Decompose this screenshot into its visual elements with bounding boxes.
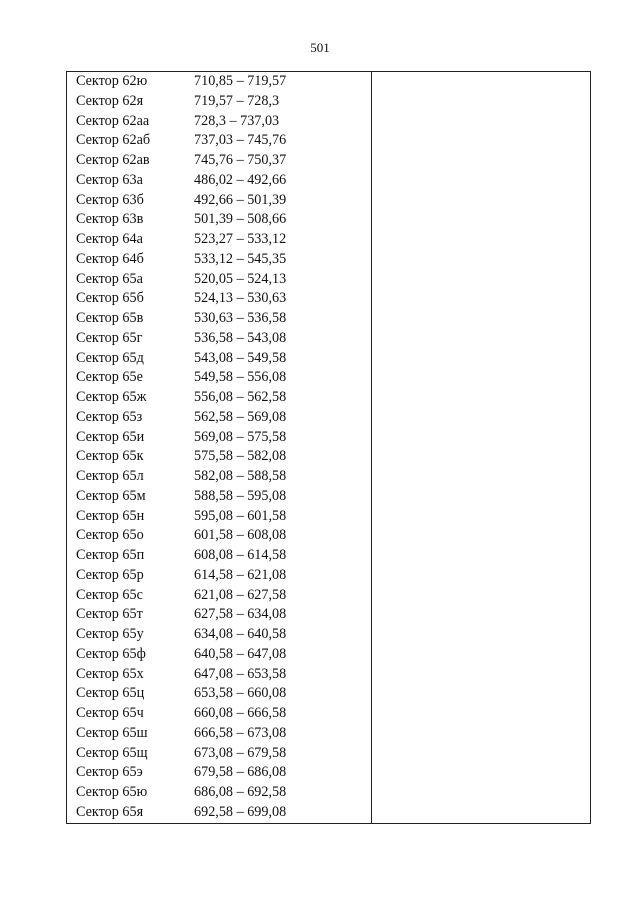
- sector-name: Сектор 65б: [76, 290, 144, 307]
- table-row: [67, 467, 591, 487]
- empty-cell: [372, 210, 591, 230]
- table-row: [67, 112, 591, 132]
- sector-name: Сектор 63а: [76, 171, 143, 188]
- sector-name: Сектор 65о: [76, 527, 144, 544]
- sector-range: 595,08 – 601,58: [194, 507, 287, 524]
- sector-cell: [67, 645, 372, 665]
- sector-cell: [67, 270, 372, 290]
- empty-cell: [372, 803, 591, 823]
- sector-cell: [67, 704, 372, 724]
- empty-cell: [372, 507, 591, 527]
- sector-cell: [67, 230, 372, 250]
- table-row: [67, 289, 591, 309]
- sector-cell: [67, 112, 372, 132]
- sector-cell: [67, 625, 372, 645]
- empty-cell: [372, 230, 591, 250]
- sector-cell: [67, 665, 372, 685]
- empty-cell: [372, 329, 591, 349]
- sector-name: Сектор 62я: [76, 92, 144, 109]
- table-row: [67, 151, 591, 171]
- empty-cell: [372, 487, 591, 507]
- sector-name: Сектор 65г: [76, 329, 143, 346]
- sector-range: 728,3 – 737,03: [194, 112, 280, 129]
- table-row: [67, 763, 591, 783]
- sector-range: 660,08 – 666,58: [194, 705, 287, 721]
- sector-range: 692,58 – 699,08: [194, 803, 287, 820]
- table-row: [67, 191, 591, 211]
- sector-name: Сектор 65д: [76, 349, 144, 366]
- table-row: [67, 447, 591, 467]
- sector-cell: [67, 744, 372, 764]
- empty-cell: [372, 704, 591, 724]
- sector-cell: [67, 566, 372, 586]
- sector-range: 486,02 – 492,66: [194, 171, 287, 188]
- sector-name: Сектор 65с: [76, 586, 143, 603]
- sector-range: 719,57 – 728,3: [194, 92, 280, 109]
- empty-cell: [372, 270, 591, 290]
- empty-cell: [372, 112, 591, 132]
- empty-cell: [372, 131, 591, 151]
- table-row: [67, 803, 591, 823]
- table-row: [67, 665, 591, 685]
- empty-cell: [372, 625, 591, 645]
- sector-cell: [67, 783, 372, 803]
- empty-cell: [372, 349, 591, 369]
- sector-cell: [67, 388, 372, 408]
- empty-cell: [372, 72, 591, 92]
- sector-range: 520,05 – 524,13: [194, 270, 287, 287]
- sector-name: Сектор 65ф: [76, 645, 146, 662]
- sector-range: 523,27 – 533,12: [194, 231, 287, 247]
- sector-range: 621,08 – 627,58: [194, 586, 287, 603]
- empty-cell: [372, 388, 591, 408]
- sector-range: 575,58 – 582,08: [194, 448, 287, 465]
- sector-range: 673,08 – 679,58: [194, 744, 287, 761]
- empty-cell: [372, 744, 591, 764]
- sector-cell: [67, 546, 372, 566]
- table-row: [67, 309, 591, 329]
- sector-name: Сектор 65н: [76, 507, 145, 524]
- sector-table: [66, 71, 591, 824]
- empty-cell: [372, 447, 591, 467]
- sector-range: 710,85 – 719,57: [194, 73, 287, 89]
- sector-range: 501,39 – 508,66: [194, 211, 287, 228]
- sector-cell: [67, 447, 372, 467]
- sector-cell: [67, 151, 372, 171]
- sector-range: 530,63 – 536,58: [194, 310, 287, 326]
- empty-cell: [372, 783, 591, 803]
- sector-range: 492,66 – 501,39: [194, 191, 287, 208]
- sector-name: Сектор 65у: [76, 626, 144, 642]
- sector-name: Сектор 65ц: [76, 685, 145, 702]
- sector-name: Сектор 65и: [76, 428, 145, 445]
- sector-range: 556,08 – 562,58: [194, 389, 287, 405]
- sector-range: 569,08 – 575,58: [194, 428, 287, 445]
- sector-cell: [67, 467, 372, 487]
- table-row: [67, 645, 591, 665]
- sector-cell: [67, 487, 372, 507]
- sector-name: Сектор 65т: [76, 606, 143, 623]
- empty-cell: [372, 428, 591, 448]
- sector-cell: [67, 289, 372, 309]
- sector-name: Сектор 65а: [76, 270, 143, 287]
- empty-cell: [372, 763, 591, 783]
- empty-cell: [372, 566, 591, 586]
- empty-cell: [372, 151, 591, 171]
- empty-cell: [372, 586, 591, 606]
- empty-cell: [372, 724, 591, 744]
- table-row: [67, 171, 591, 191]
- sector-cell: [67, 428, 372, 448]
- table-row: [67, 230, 591, 250]
- sector-range: 640,58 – 647,08: [194, 645, 287, 662]
- sector-name: Сектор 65в: [76, 310, 144, 326]
- sector-name: Сектор 62ав: [76, 152, 150, 168]
- table-row: [67, 546, 591, 566]
- sector-name: Сектор 64а: [76, 231, 143, 247]
- table-row: [67, 388, 591, 408]
- sector-cell: [67, 605, 372, 625]
- sector-range: 536,58 – 543,08: [194, 329, 287, 346]
- sector-range: 582,08 – 588,58: [194, 468, 287, 484]
- table-row: [67, 625, 591, 645]
- sector-range: 627,58 – 634,08: [194, 606, 287, 623]
- sector-name: Сектор 64б: [76, 250, 144, 267]
- sector-range: 608,08 – 614,58: [194, 547, 287, 563]
- sector-range: 588,58 – 595,08: [194, 487, 287, 504]
- sector-range: 679,58 – 686,08: [194, 764, 287, 781]
- table-row: [67, 526, 591, 546]
- sector-name: Сектор 65п: [76, 547, 145, 563]
- sector-range: 737,03 – 745,76: [194, 132, 287, 149]
- sector-name: Сектор 65щ: [76, 744, 148, 761]
- sector-cell: [67, 92, 372, 112]
- sector-cell: [67, 329, 372, 349]
- table-row: [67, 428, 591, 448]
- sector-cell: [67, 368, 372, 388]
- sector-name: Сектор 65к: [76, 448, 144, 465]
- sector-cell: [67, 586, 372, 606]
- empty-cell: [372, 92, 591, 112]
- table-row: [67, 408, 591, 428]
- sector-cell: [67, 763, 372, 783]
- sector-name: Сектор 62аа: [76, 112, 150, 129]
- sector-range: 533,12 – 545,35: [194, 250, 287, 267]
- sector-name: Сектор 65ж: [76, 389, 147, 405]
- table-row: [67, 586, 591, 606]
- table-row: [67, 507, 591, 527]
- sector-name: Сектор 62аб: [76, 132, 151, 149]
- sector-range: 524,13 – 530,63: [194, 290, 287, 307]
- sector-name: Сектор 65л: [76, 468, 144, 484]
- empty-cell: [372, 526, 591, 546]
- table-row: [67, 349, 591, 369]
- sector-table-body: [67, 72, 591, 824]
- table-row: [67, 744, 591, 764]
- empty-cell: [372, 408, 591, 428]
- sector-name: Сектор 65х: [76, 665, 144, 682]
- table-row: [67, 605, 591, 625]
- sector-cell: [67, 131, 372, 151]
- table-row: [67, 684, 591, 704]
- table-row: [67, 566, 591, 586]
- page-number: 501: [310, 40, 330, 55]
- table-row: [67, 724, 591, 744]
- table-row: [67, 210, 591, 230]
- sector-name: Сектор 65р: [76, 566, 144, 583]
- sector-range: 601,58 – 608,08: [194, 527, 287, 544]
- empty-cell: [372, 467, 591, 487]
- sector-cell: [67, 526, 372, 546]
- table-row: [67, 131, 591, 151]
- sector-range: 562,58 – 569,08: [194, 408, 287, 425]
- sector-range: 745,76 – 750,37: [194, 152, 287, 168]
- sector-cell: [67, 507, 372, 527]
- empty-cell: [372, 605, 591, 625]
- sector-range: 647,08 – 653,58: [194, 665, 287, 682]
- sector-range: 543,08 – 549,58: [194, 349, 287, 366]
- table-row: [67, 72, 591, 92]
- sector-name: Сектор 65е: [76, 369, 143, 386]
- empty-cell: [372, 684, 591, 704]
- sector-name: Сектор 65э: [76, 764, 143, 781]
- table-row: [67, 704, 591, 724]
- sector-cell: [67, 408, 372, 428]
- sector-cell: [67, 803, 372, 823]
- empty-cell: [372, 368, 591, 388]
- sector-cell: [67, 210, 372, 230]
- table-row: [67, 92, 591, 112]
- sector-range: 686,08 – 692,58: [194, 784, 287, 800]
- table-row: [67, 329, 591, 349]
- sector-name: Сектор 63б: [76, 191, 144, 208]
- sector-cell: [67, 72, 372, 92]
- empty-cell: [372, 191, 591, 211]
- sector-range: 634,08 – 640,58: [194, 626, 287, 642]
- sector-cell: [67, 724, 372, 744]
- sector-cell: [67, 349, 372, 369]
- table-row: [67, 783, 591, 803]
- sector-name: Сектор 65ш: [76, 724, 148, 741]
- empty-cell: [372, 309, 591, 329]
- sector-cell: [67, 171, 372, 191]
- table-row: [67, 368, 591, 388]
- table-row: [67, 270, 591, 290]
- empty-cell: [372, 645, 591, 665]
- sector-name: Сектор 65м: [76, 487, 146, 504]
- sector-name: Сектор 65з: [76, 408, 143, 425]
- sector-cell: [67, 250, 372, 270]
- sector-range: 653,58 – 660,08: [194, 685, 287, 702]
- table-row: [67, 487, 591, 507]
- sector-name: Сектор 65ч: [76, 705, 144, 721]
- sector-range: 549,58 – 556,08: [194, 369, 287, 386]
- empty-cell: [372, 546, 591, 566]
- sector-cell: [67, 309, 372, 329]
- sector-cell: [67, 191, 372, 211]
- table-row: [67, 250, 591, 270]
- sector-range: 614,58 – 621,08: [194, 566, 287, 583]
- empty-cell: [372, 289, 591, 309]
- empty-cell: [372, 171, 591, 191]
- sector-name: Сектор 65я: [76, 803, 144, 820]
- sector-name: Сектор 62ю: [76, 73, 148, 89]
- empty-cell: [372, 665, 591, 685]
- empty-cell: [372, 250, 591, 270]
- sector-cell: [67, 684, 372, 704]
- sector-name: Сектор 63в: [76, 211, 144, 228]
- sector-name: Сектор 65ю: [76, 784, 148, 800]
- sector-range: 666,58 – 673,08: [194, 724, 287, 741]
